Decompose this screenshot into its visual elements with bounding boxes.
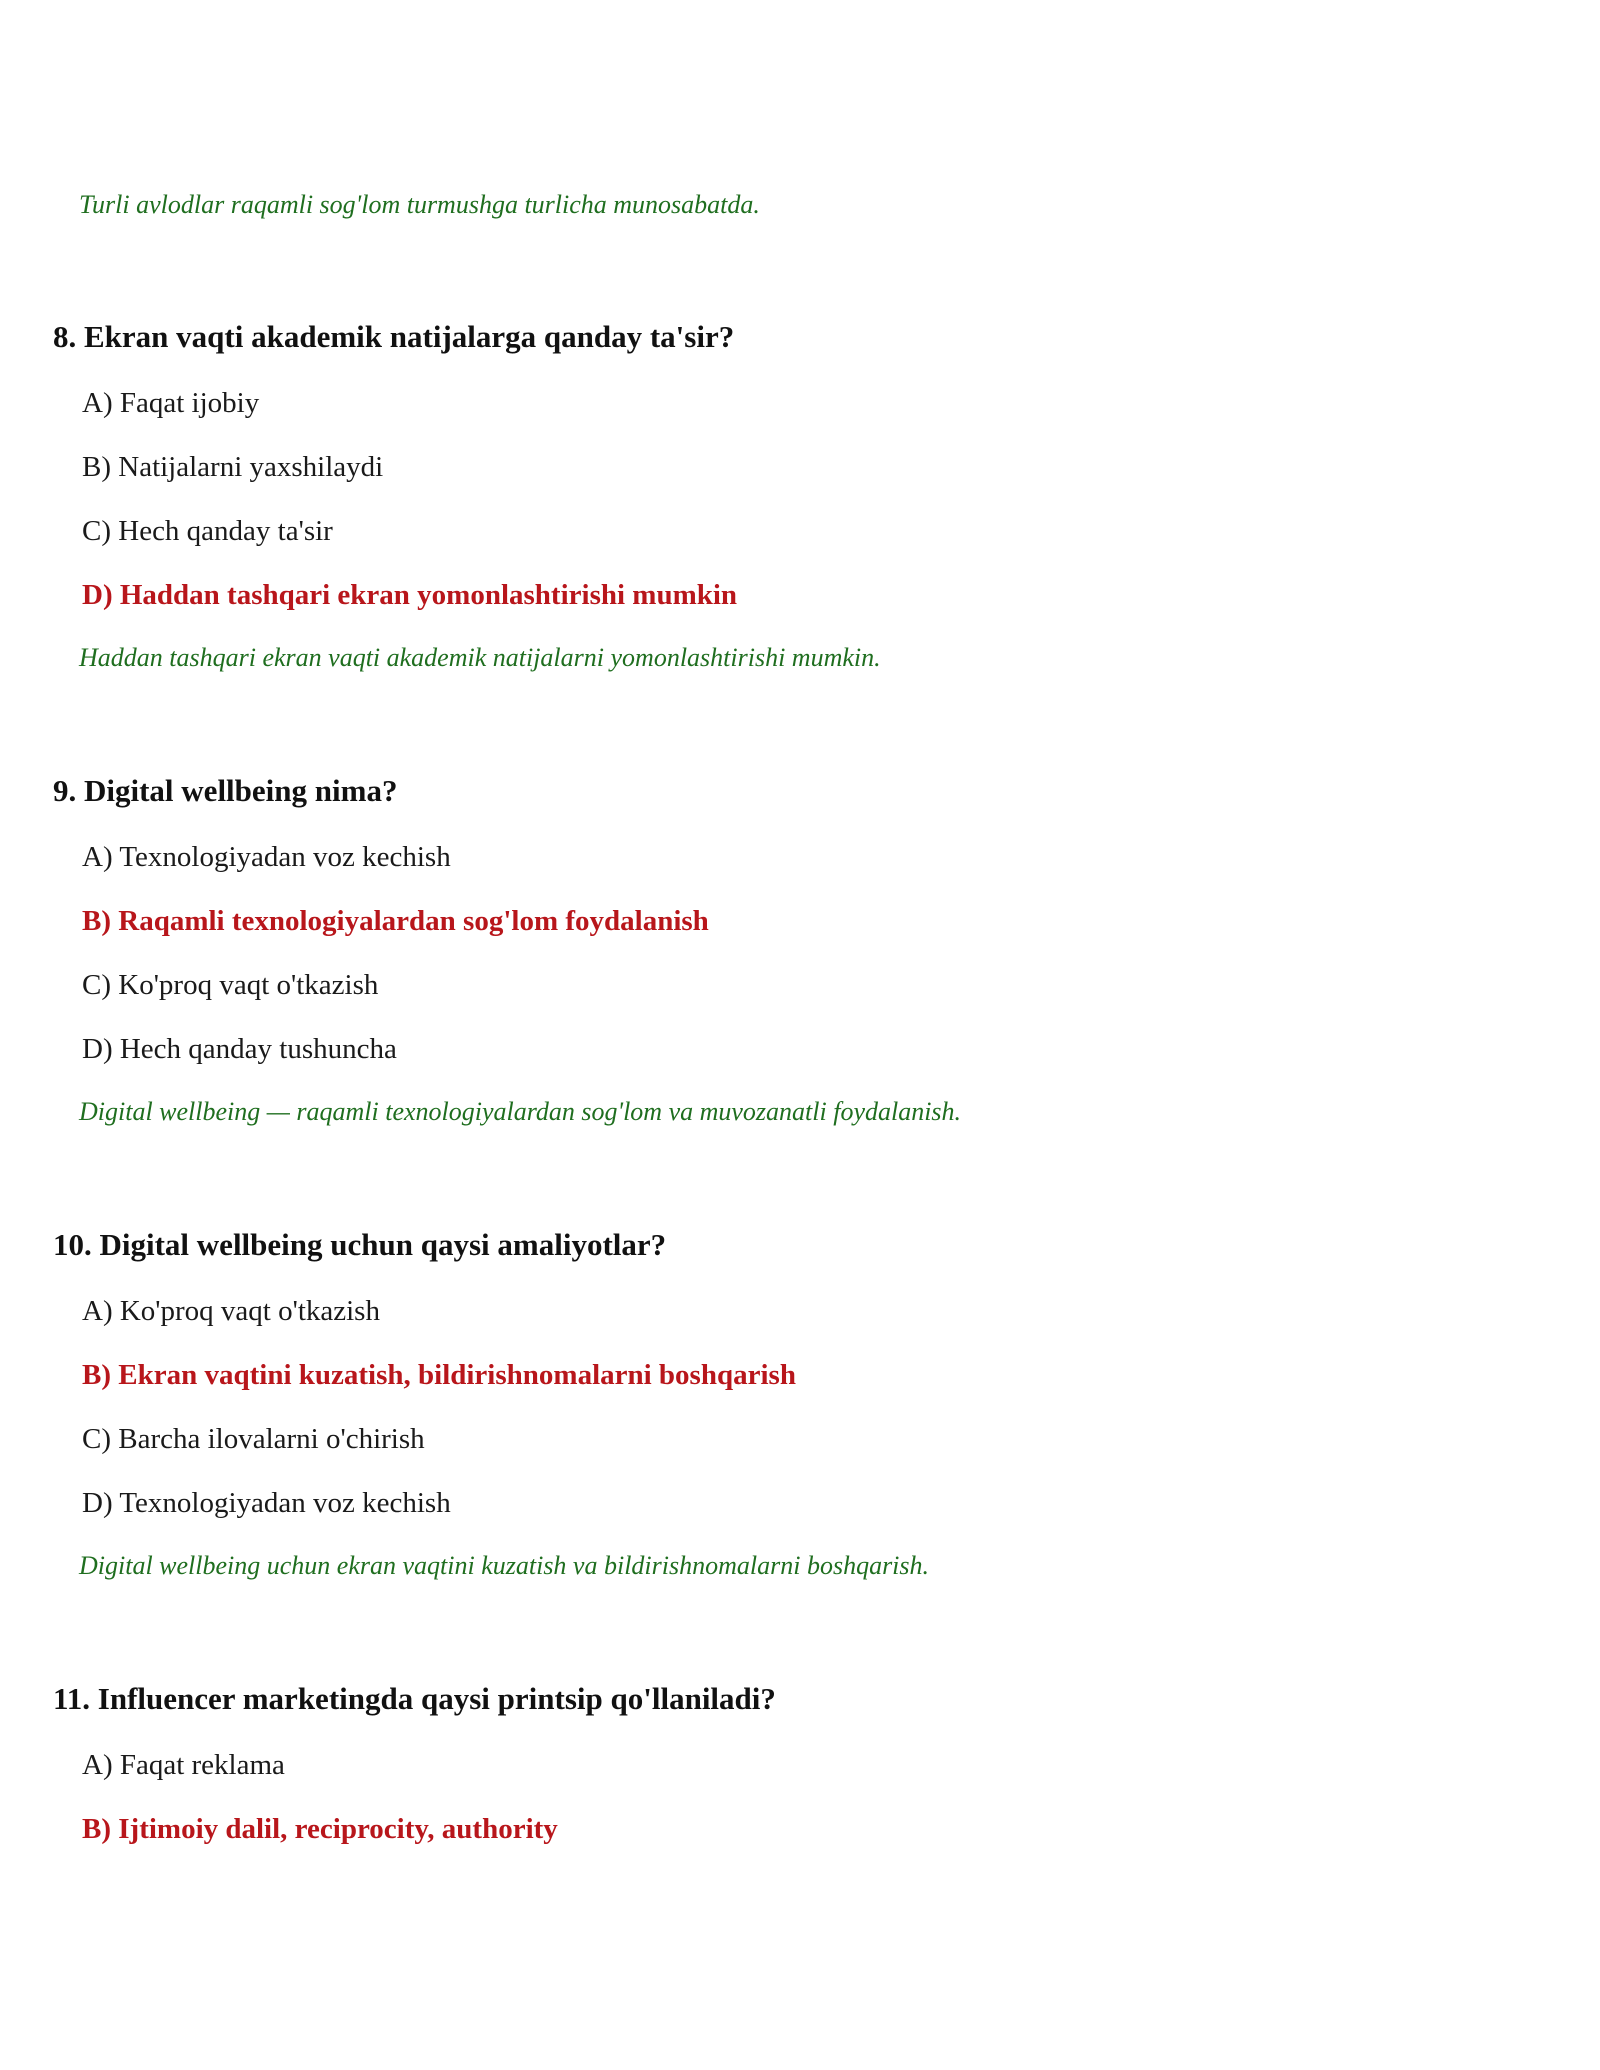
answer-option: C) Hech qanday ta'sir xyxy=(82,515,333,547)
answer-option: A) Texnologiyadan voz kechish xyxy=(82,841,451,873)
explanation-text: Turli avlodlar raqamli sog'lom turmushga turlicha munosabatda. xyxy=(79,190,760,219)
correct-answer-option: B) Raqamli texnologiyalardan sog'lom foydalanish xyxy=(82,905,709,937)
answer-option: D) Hech qanday tushuncha xyxy=(82,1033,397,1065)
answer-option: A) Faqat reklama xyxy=(82,1749,285,1781)
answer-option: A) Ko'proq vaqt o'tkazish xyxy=(82,1295,380,1327)
question-title: 8. Ekran vaqti akademik natijalarga qanday ta'sir? xyxy=(53,319,735,354)
answer-option: B) Natijalarni yaxshilaydi xyxy=(82,451,384,483)
correct-answer-option: D) Haddan tashqari ekran yomonlashtirishi mumkin xyxy=(82,579,738,611)
answer-option: C) Ko'proq vaqt o'tkazish xyxy=(82,969,379,1001)
question-title: 11. Influencer marketingda qaysi printsip qo'llaniladi? xyxy=(53,1681,776,1716)
correct-answer-option: B) Ekran vaqtini kuzatish, bildirishnomalarni boshqarish xyxy=(82,1359,796,1391)
explanation-text: Digital wellbeing uchun ekran vaqtini kuzatish va bildirishnomalarni boshqarish. xyxy=(79,1551,930,1580)
question-title: 9. Digital wellbeing nima? xyxy=(53,773,398,808)
explanation-text: Haddan tashqari ekran vaqti akademik natijalarni yomonlashtirishi mumkin. xyxy=(79,643,881,672)
answer-option: A) Faqat ijobiy xyxy=(82,387,260,419)
explanation-text: Digital wellbeing — raqamli texnologiyalardan sog'lom va muvozanatli foydalanish. xyxy=(79,1097,962,1126)
answer-option: C) Barcha ilovalarni o'chirish xyxy=(82,1423,425,1455)
correct-answer-option: B) Ijtimoiy dalil, reciprocity, authority xyxy=(82,1813,558,1845)
answer-option: D) Texnologiyadan voz kechish xyxy=(82,1487,451,1519)
question-title: 10. Digital wellbeing uchun qaysi amaliyotlar? xyxy=(53,1227,667,1262)
